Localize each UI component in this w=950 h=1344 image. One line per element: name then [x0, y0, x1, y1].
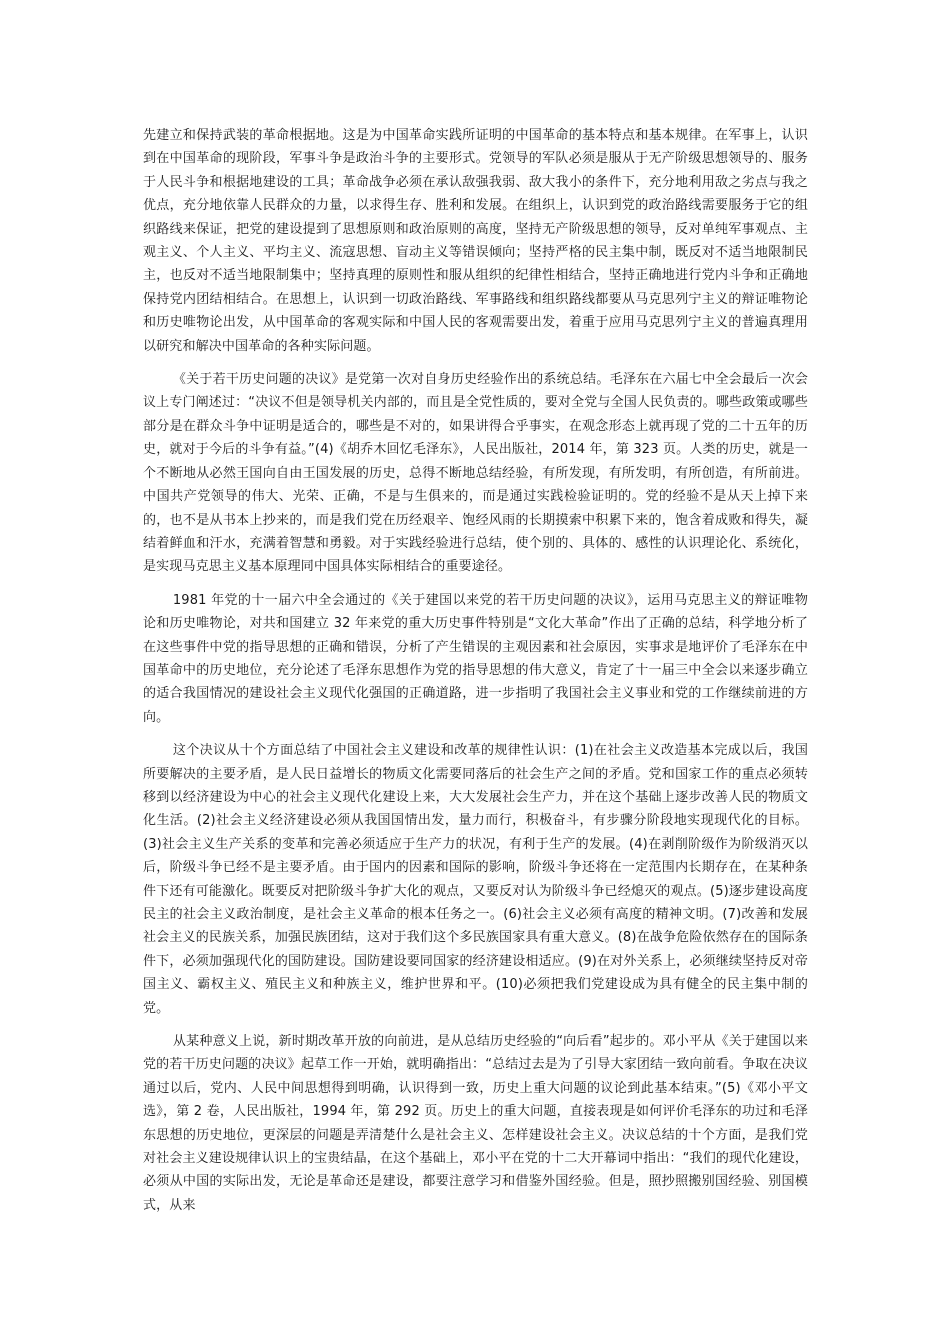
paragraph-5: 从某种意义上说，新时期改革开放的向前进，是从总结历史经验的“向后看”起步的。邓小平从《关于建国以来党的若干历史问题的决议》起草工作一开始，就明确指出：“总结过去是为了引导大家团结一致向前看。争取在决议通过以后，党内、人民中间思想得到明确，认识得到一致，历史上重大问题的议论到此基本结束。”(5)《邓小平文选》，第 2 卷，人民出版社，1994 年，第 292 页。历史上的重大问题，直接表现是如何评价毛泽东的功过和毛泽东思想的历史地位，更深层的问题是弄清楚什么是社会主义、怎样建设社会主义。决议总结的十个方面，是我们党对社会主义建设规律认识上的宝贵结晶，在这个基础上，邓小平在党的十二大开幕词中指出：“我们的现代化建设，必须从中国的实际出发，无论是革命还是建设，都要注意学习和借鉴外国经验。但是，照抄照搬别国经验、别国模式，从来	[143, 1034, 808, 1213]
paragraph-4: 这个决议从十个方面总结了中国社会主义建设和改革的规律性认识：(1)在社会主义改造基本完成以后，我国所要解决的主要矛盾，是人民日益增长的物质文化需要同落后的社会生产之间的矛盾。党和国家工作的重点必须转移到以经济建设为中心的社会主义现代化建设上来，大大发展社会生产力，并在这个基础上逐步改善人民的物质文化生活。(2)社会主义经济建设必须从我国国情出发，量力而行，积极奋斗，有步骤分阶段地实现现代化的目标。(3)社会主义生产关系的变革和完善必须适应于生产力的状况，有利于生产的发展。(4)在剥削阶级作为阶级消灭以后，阶级斗争已经不是主要矛盾。由于国内的因素和国际的影响，阶级斗争还将在一定范围内长期存在，在某种条件下还有可能激化。既要反对把阶级斗争扩大化的观点，又要反对认为阶级斗争已经熄灭的观点。(5)逐步建设高度民主的社会主义政治制度，是社会主义革命的根本任务之一。(6)社会主义必须有高度的精神文明。(7)改善和发展社会主义的民族关系，加强民族团结，这对于我们这个多民族国家具有重大意义。(8)在战争危险依然存在的国际条件下，必须加强现代化的国防建设。国防建设要同国家的经济建设相适应。(9)在对外关系上，必须继续坚持反对帝国主义、霸权主义、殖民主义和种族主义，维护世界和平。(10)必须把我们党建设成为具有健全的民主集中制的党。	[143, 743, 808, 1016]
paragraph-2: 《关于若干历史问题的决议》是党第一次对自身历史经验作出的系统总结。毛泽东在六届七中全会最后一次会议上专门阐述过：“决议不但是领导机关内部的，而且是全党性质的，要对全党与全国人民负责的。哪些政策或哪些部分是在群众斗争中证明是适合的，哪些是不对的，如果讲得合乎事实，在观念形态上就再现了党的二十五年的历史，就对于今后的斗争有益。”(4)《胡乔木回忆毛泽东》，人民出版社，2014 年，第 323 页。人类的历史，就是一个不断地从必然王国向自由王国发展的历史，总得不断地总结经验，有所发现，有所发明，有所创造，有所前进。中国共产党领导的伟大、光荣、正确，不是与生俱来的，而是通过实践检验证明的。党的经验不是从天上掉下来的，也不是从书本上抄来的，而是我们党在历经艰辛、饱经风雨的长期摸索中积累下来的，饱含着成败和得失，凝结着鲜血和汗水，充满着智慧和勇毅。对于实践经验进行总结，使个别的、具体的、感性的认识理论化、系统化，是实现马克思主义基本原理同中国具体实际相结合的重要途径。	[143, 372, 808, 575]
document-body	[143, 124, 808, 1227]
paragraph-1: 先建立和保持武装的革命根据地。这是为中国革命实践所证明的中国革命的基本特点和基本规律。在军事上，认识到在中国革命的现阶段，军事斗争是政治斗争的主要形式。党领导的军队必须是服从于无产阶级思想领导的、服务于人民斗争和根据地建设的工具；革命战争必须在承认敌强我弱、敌大我小的条件下，充分地利用敌之劣点与我之优点，充分地依靠人民群众的力量，以求得生存、胜利和发展。在组织上，认识到党的政治路线需要服务于它的组织路线来保证，把党的建设提到了思想原则和政治原则的高度，坚持无产阶级思想的领导，反对单纯军事观点、主观主义、个人主义、平均主义、流寇思想、盲动主义等错误倾向；坚持严格的民主集中制，既反对不适当地限制民主，也反对不适当地限制集中；坚持真理的原则性和服从组织的纪律性相结合，坚持正确地进行党内斗争和正确地保持党内团结相结合。在思想上，认识到一切政治路线、军事路线和组织路线都要从马克思列宁主义的辩证唯物论和历史唯物论出发，从中国革命的客观实际和中国人民的客观需要出发，着重于应用马克思列宁主义的普遍真理用以研究和解决中国革命的各种实际问题。	[143, 128, 808, 354]
paragraph-3: 1981 年党的十一届六中全会通过的《关于建国以来党的若干历史问题的决议》，运用马克思主义的辩证唯物论和历史唯物论，对共和国建立 32 年来党的重大历史事件特别是“文化大革命”作出了正确的总结，科学地分析了在这些事件中党的指导思想的正确和错误，分析了产生错误的主观因素和社会原因，实事求是地评价了毛泽东在中国革命中的历史地位，充分论述了毛泽东思想作为党的指导思想的伟大意义，肯定了十一届三中全会以来逐步确立的适合我国情况的建设社会主义现代化强国的正确道路，进一步指明了我国社会主义事业和党的工作继续前进的方向。	[143, 592, 808, 725]
